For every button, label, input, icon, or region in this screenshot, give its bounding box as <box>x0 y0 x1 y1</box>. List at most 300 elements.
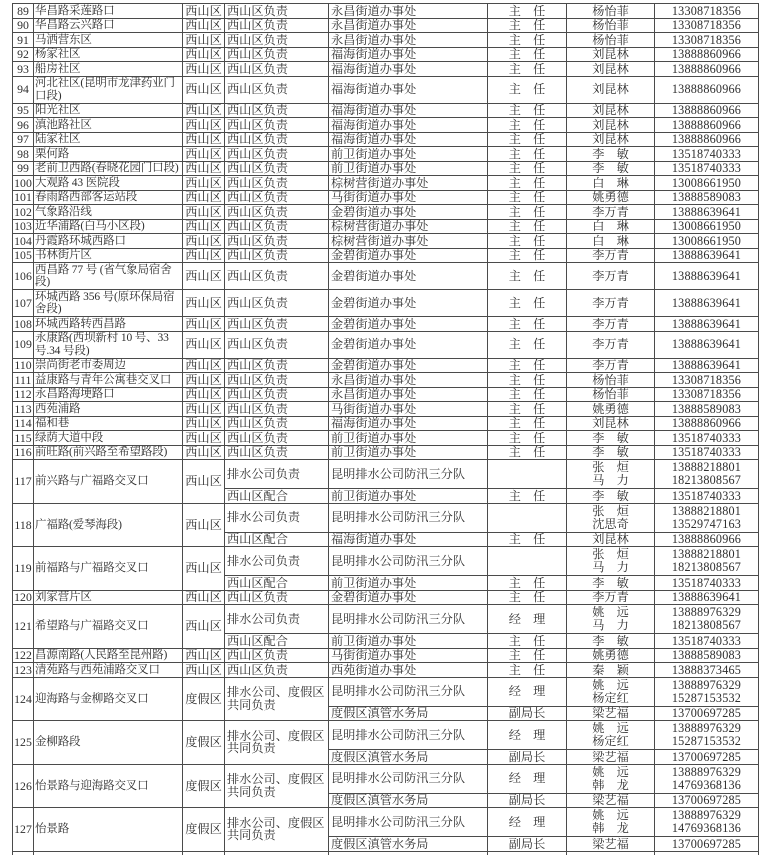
cell-phone: 13308718356 <box>655 373 759 388</box>
cell-office: 前卫街道办事处 <box>329 576 488 591</box>
cell-responsibility: 西山区负责 <box>225 190 329 205</box>
cell-office: 棕树营街道办事处 <box>329 234 488 249</box>
cell-name <box>567 764 655 793</box>
cell-name-line: 张 烜 <box>592 547 629 561</box>
cell-phone: 13888860966 <box>655 416 759 431</box>
table-row <box>13 317 759 332</box>
cell-office: 马街街道办事处 <box>329 648 488 663</box>
cell-title: 主 任 <box>488 416 567 431</box>
cell-phone: 13308718356 <box>655 387 759 402</box>
table-row <box>13 103 759 118</box>
cell-responsibility: 西山区负责 <box>225 290 329 317</box>
cell-location: 丹霞路环城西路口 <box>34 234 183 249</box>
cell-office: 福海街道办事处 <box>329 62 488 77</box>
cell-title: 主 任 <box>488 387 567 402</box>
cell-district: 西山区 <box>183 445 225 460</box>
cell-name <box>567 605 655 634</box>
cell-title: 副局长 <box>488 837 567 852</box>
cell-location: 前福路与广福路交叉口 <box>34 547 183 591</box>
cell-phone: 13308718356 <box>655 18 759 33</box>
cell-phone: 13888860966 <box>655 532 759 547</box>
cell-office: 永昌街道办事处 <box>329 387 488 402</box>
cell-title: 主 任 <box>488 18 567 33</box>
cell-district: 西山区 <box>183 18 225 33</box>
table-row <box>13 764 759 793</box>
cell-location: 大观路 43 医院段 <box>34 176 183 191</box>
cell-responsibility: 西山区配合 <box>225 634 329 649</box>
cell-responsibility: 西山区负责 <box>225 445 329 460</box>
cell-district: 西山区 <box>183 248 225 263</box>
cell-title <box>488 503 567 532</box>
cell-office: 金碧街道办事处 <box>329 331 488 358</box>
cell-name: 姚勇德 <box>567 190 655 205</box>
cell-title: 主 任 <box>488 234 567 249</box>
cell-responsibility: 西山区负责 <box>225 176 329 191</box>
cell-name: 李万青 <box>567 331 655 358</box>
cell-index: 106 <box>13 263 34 290</box>
cell-office: 福海街道办事处 <box>329 132 488 147</box>
cell-name: 杨怡菲 <box>567 18 655 33</box>
cell-district: 西山区 <box>183 205 225 220</box>
cell-name: 梁艺福 <box>567 837 655 852</box>
cell-name: 刘昆林 <box>567 132 655 147</box>
cell-responsibility: 西山区负责 <box>225 317 329 332</box>
cell-name: 李万青 <box>567 358 655 373</box>
cell-name: 姚勇德 <box>567 648 655 663</box>
cell-name: 梁艺福 <box>567 706 655 721</box>
table-row <box>13 416 759 431</box>
cell-location: 环城西路转西昌路 <box>34 317 183 332</box>
cell-title: 主 任 <box>488 290 567 317</box>
cell-responsibility: 西山区负责 <box>225 590 329 605</box>
cell-district: 西山区 <box>183 147 225 162</box>
cell-phone: 13888589083 <box>655 648 759 663</box>
cell-location: 近华浦路(白马小区段) <box>34 219 183 234</box>
table-row <box>13 290 759 317</box>
cell-empty <box>488 851 567 855</box>
cell-district: 西山区 <box>183 373 225 388</box>
cell-index: 90 <box>13 18 34 33</box>
cell-district: 度假区 <box>183 721 225 765</box>
cell-name: 刘昆林 <box>567 118 655 133</box>
cell-empty <box>655 851 759 855</box>
cell-phone: 13700697285 <box>655 750 759 765</box>
cell-phone: 13888860966 <box>655 103 759 118</box>
cell-name: 李万青 <box>567 317 655 332</box>
table-row <box>13 33 759 48</box>
cell-district: 西山区 <box>183 103 225 118</box>
cell-responsibility: 排水公司负责 <box>225 503 329 532</box>
cell-phone-line: 14769368136 <box>671 821 742 835</box>
cell-name <box>567 677 655 706</box>
cell-responsibility: 西山区负责 <box>225 248 329 263</box>
cell-title: 主 任 <box>488 205 567 220</box>
cell-location: 前旺路(前兴路至希望路段) <box>34 445 183 460</box>
cell-name: 李万青 <box>567 590 655 605</box>
cell-index: 102 <box>14 204 32 219</box>
cell-index: 116 <box>14 445 32 459</box>
cell-index: 95 <box>13 103 34 118</box>
cell-title: 副局长 <box>488 750 567 765</box>
cell-responsibility: 西山区负责 <box>225 234 329 249</box>
cell-responsibility: 西山区负责 <box>225 161 329 176</box>
cell-office: 棕树营街道办事处 <box>329 219 488 234</box>
cell-responsibility: 西山区负责 <box>225 663 329 678</box>
cell-phone-line: 13888218801 <box>671 547 742 561</box>
cell-district: 西山区 <box>183 4 225 19</box>
cell-name-line: 沈思奇 <box>592 516 629 531</box>
cell-phone <box>655 721 759 750</box>
cell-title: 经 理 <box>488 677 567 706</box>
cell-name: 李 敏 <box>567 161 655 176</box>
cell-index: 97 <box>13 132 34 147</box>
cell-title: 主 任 <box>488 358 567 373</box>
flood-duty-table <box>12 3 759 855</box>
cell-district: 西山区 <box>183 176 225 191</box>
cell-district: 西山区 <box>183 161 225 176</box>
cell-phone: 13888860966 <box>655 132 759 147</box>
cell-name-line: 杨定红 <box>592 734 629 748</box>
cell-office: 前卫街道办事处 <box>329 147 488 162</box>
cell-name: 梁艺福 <box>567 793 655 808</box>
cell-district: 西山区 <box>183 460 225 504</box>
cell-location: 华昌路采莲路口 <box>34 4 183 19</box>
cell-office: 前卫街道办事处 <box>329 431 488 446</box>
cell-phone: 13518740333 <box>655 489 759 504</box>
table-row <box>13 663 759 678</box>
table-row <box>13 648 759 663</box>
cell-phone: 13888639641 <box>655 590 759 605</box>
cell-index: 94 <box>13 76 34 103</box>
cell-office: 度假区滇管水务局 <box>329 750 488 765</box>
cell-name <box>567 460 655 489</box>
cell-responsibility: 西山区负责 <box>225 132 329 147</box>
cell-title <box>488 460 567 489</box>
cell-location: 老前卫西路(春晓花园门口段) <box>34 161 183 176</box>
cell-title <box>488 547 567 576</box>
cell-title: 主 任 <box>488 33 567 48</box>
cell-district: 西山区 <box>183 358 225 373</box>
cell-title: 主 任 <box>488 648 567 663</box>
table-row <box>13 445 759 460</box>
cell-district: 西山区 <box>183 219 225 234</box>
cell-name-line: 张 烜 <box>592 460 629 474</box>
cell-index: 99 <box>13 161 34 176</box>
cell-title: 主 任 <box>488 147 567 162</box>
cell-responsibility: 西山区负责 <box>225 18 329 33</box>
cell-index: 103 <box>14 219 32 233</box>
cell-office: 马街街道办事处 <box>329 402 488 417</box>
cell-location: 西昌路 77 号 (省气象局宿舍段) <box>34 263 183 290</box>
cell-title: 主 任 <box>488 176 567 191</box>
table-row <box>13 373 759 388</box>
cell-responsibility: 西山区负责 <box>225 648 329 663</box>
cell-index: 112 <box>14 387 32 401</box>
cell-phone: 13518740333 <box>655 634 759 649</box>
cell-office: 永昌街道办事处 <box>329 4 488 19</box>
table-row <box>13 205 759 220</box>
cell-phone <box>655 605 759 634</box>
cell-district: 西山区 <box>183 33 225 48</box>
cell-phone-line: 13888976329 <box>671 808 742 822</box>
cell-title: 主 任 <box>488 103 567 118</box>
cell-name: 李万青 <box>567 290 655 317</box>
cell-name-line: 韩 龙 <box>592 777 629 792</box>
cell-phone-line: 13888218801 <box>671 503 742 518</box>
cell-office: 福海街道办事处 <box>329 118 488 133</box>
cell-phone: 13888860966 <box>655 47 759 62</box>
cell-phone: 13518740333 <box>655 445 759 460</box>
cell-index: 93 <box>13 62 34 77</box>
cell-district: 西山区 <box>183 331 225 358</box>
table-row <box>13 387 759 402</box>
cell-location: 昌源南路(人民路至昆州路) <box>34 648 183 663</box>
cell-district: 西山区 <box>183 590 225 605</box>
cell-responsibility: 西山区负责 <box>225 76 329 103</box>
cell-office: 前卫街道办事处 <box>329 445 488 460</box>
cell-responsibility: 排水公司负责 <box>225 547 329 576</box>
cell-phone <box>655 547 759 576</box>
cell-name: 李 敏 <box>567 489 655 504</box>
cell-location: 福和巷 <box>34 416 183 431</box>
table-row <box>13 358 759 373</box>
cell-index: 123 <box>14 662 32 677</box>
cell-location: 刘家营片区 <box>34 590 183 605</box>
cell-title: 主 任 <box>488 190 567 205</box>
cell-office: 前卫街道办事处 <box>329 634 488 649</box>
cell-name <box>567 721 655 750</box>
cell-responsibility: 西山区负责 <box>225 4 329 19</box>
cell-title: 主 任 <box>488 590 567 605</box>
cell-location: 广福路(爱琴海段) <box>34 503 183 547</box>
cell-phone <box>655 460 759 489</box>
cell-phone: 13700697285 <box>655 837 759 852</box>
cell-phone: 13888639641 <box>655 290 759 317</box>
cell-name-line: 杨定红 <box>592 690 629 705</box>
cell-title: 主 任 <box>488 62 567 77</box>
table-row <box>13 808 759 837</box>
cell-office: 永昌街道办事处 <box>329 18 488 33</box>
cell-district: 西山区 <box>183 263 225 290</box>
cell-location: 春雨路西部客运站段 <box>34 190 183 205</box>
cell-office: 永昌街道办事处 <box>329 373 488 388</box>
cell-phone <box>655 503 759 532</box>
cell-phone <box>655 677 759 706</box>
cell-district: 度假区 <box>183 677 225 721</box>
table-row <box>13 190 759 205</box>
cell-location: 益康路与青年公寓巷交叉口 <box>34 373 183 388</box>
cell-district: 西山区 <box>183 663 225 678</box>
cell-empty <box>225 851 329 855</box>
table-row <box>13 263 759 290</box>
cell-location: 迎海路与金柳路交叉口 <box>34 677 183 721</box>
cell-phone <box>655 808 759 837</box>
cell-title: 主 任 <box>488 331 567 358</box>
cell-name: 李 敏 <box>567 445 655 460</box>
table-row <box>13 219 759 234</box>
cell-location: 永康路(西坝新村 10 号、33 号.34 号段) <box>34 331 183 358</box>
cell-responsibility: 排水公司、度假区共同负责 <box>225 677 329 721</box>
cell-name: 白 琳 <box>567 176 655 191</box>
cell-title: 主 任 <box>488 76 567 103</box>
cell-office: 棕树营街道办事处 <box>329 176 488 191</box>
cell-phone: 13308718356 <box>655 4 759 19</box>
cell-name: 杨怡菲 <box>567 33 655 48</box>
cell-location: 崇尚街老市委周边 <box>34 358 183 373</box>
cell-responsibility: 排水公司负责 <box>225 605 329 634</box>
cell-phone: 13888373465 <box>655 663 759 678</box>
cell-index: 108 <box>14 316 32 331</box>
cell-responsibility: 西山区负责 <box>225 118 329 133</box>
table-row <box>13 234 759 249</box>
cell-name-line: 马 力 <box>592 618 629 632</box>
cell-location: 杨家社区 <box>34 47 183 62</box>
cell-name: 秦 颖 <box>567 663 655 678</box>
cell-phone: 13700697285 <box>655 706 759 721</box>
cell-district: 西山区 <box>183 547 225 591</box>
table-row <box>13 147 759 162</box>
cell-title: 副局长 <box>488 793 567 808</box>
cell-phone: 13888639641 <box>655 205 759 220</box>
cell-phone: 13008661950 <box>655 234 759 249</box>
cell-phone-line: 18213808567 <box>671 473 742 487</box>
cell-name: 李 敏 <box>567 147 655 162</box>
cell-title: 主 任 <box>488 576 567 591</box>
cell-index: 113 <box>14 401 32 416</box>
cell-responsibility: 西山区负责 <box>225 205 329 220</box>
cell-phone: 13518740333 <box>655 576 759 591</box>
cell-location: 马洒营东区 <box>34 33 183 48</box>
cell-phone: 13888639641 <box>655 358 759 373</box>
cell-district: 西山区 <box>183 431 225 446</box>
cell-responsibility: 西山区负责 <box>225 387 329 402</box>
cell-title: 主 任 <box>488 4 567 19</box>
cell-office: 金碧街道办事处 <box>329 590 488 605</box>
cell-name: 刘昆林 <box>567 62 655 77</box>
cell-office: 金碧街道办事处 <box>329 263 488 290</box>
cell-index: 115 <box>14 430 32 445</box>
cell-location: 气象路沿线 <box>34 205 183 220</box>
cell-office: 金碧街道办事处 <box>329 290 488 317</box>
cell-office: 福海街道办事处 <box>329 416 488 431</box>
cell-district: 西山区 <box>183 503 225 547</box>
cell-title: 主 任 <box>488 663 567 678</box>
cell-location: 前兴路与广福路交叉口 <box>34 460 183 504</box>
table-row <box>13 47 759 62</box>
cell-index: 114 <box>14 416 32 430</box>
cell-index: 122 <box>14 648 32 662</box>
cell-responsibility: 西山区负责 <box>225 431 329 446</box>
cell-title: 主 任 <box>488 402 567 417</box>
cell-index: 98 <box>13 147 34 162</box>
cell-responsibility: 西山区负责 <box>225 373 329 388</box>
cell-name-line: 姚 远 <box>592 677 629 692</box>
cell-office: 昆明排水公司防汛三分队 <box>329 808 488 837</box>
cell-office: 度假区滇管水务局 <box>329 793 488 808</box>
cell-name: 白 琳 <box>567 219 655 234</box>
cell-name: 李万青 <box>567 263 655 290</box>
cell-phone: 13700697285 <box>655 793 759 808</box>
cell-location: 金柳路段 <box>34 721 183 765</box>
cell-title: 主 任 <box>488 161 567 176</box>
cell-location: 绿荫大道中段 <box>34 431 183 446</box>
cell-district: 西山区 <box>183 317 225 332</box>
cell-phone: 13888589083 <box>655 190 759 205</box>
cell-name-line: 姚 远 <box>592 808 629 822</box>
cell-index: 117 <box>13 460 34 504</box>
cell-name: 梁艺福 <box>567 750 655 765</box>
cell-index: 110 <box>14 358 32 372</box>
cell-phone: 13518740333 <box>655 161 759 176</box>
cell-name: 白 琳 <box>567 234 655 249</box>
cell-location: 陆家社区 <box>34 132 183 147</box>
cell-title: 主 任 <box>488 118 567 133</box>
cell-name: 刘昆林 <box>567 103 655 118</box>
cell-phone-line: 15287153532 <box>671 690 742 705</box>
cell-empty <box>183 851 225 855</box>
cell-district: 西山区 <box>183 62 225 77</box>
cell-office: 昆明排水公司防汛三分队 <box>329 460 488 489</box>
cell-location: 华昌路云兴路口 <box>34 18 183 33</box>
cell-name-line: 姚 远 <box>592 764 629 779</box>
cell-phone-line: 13888976329 <box>671 721 742 735</box>
cell-district: 度假区 <box>183 808 225 852</box>
table-row <box>13 4 759 19</box>
cell-title: 经 理 <box>488 605 567 634</box>
cell-location: 怡景路 <box>34 808 183 852</box>
cell-name: 杨怡菲 <box>567 373 655 388</box>
cell-district: 西山区 <box>183 132 225 147</box>
table-row <box>13 248 759 263</box>
cell-title: 主 任 <box>488 431 567 446</box>
cell-title: 主 任 <box>488 489 567 504</box>
table-row <box>13 460 759 489</box>
cell-index: 89 <box>13 4 34 19</box>
cell-office: 福海街道办事处 <box>329 532 488 547</box>
cell-responsibility: 西山区负责 <box>225 358 329 373</box>
cell-index: 100 <box>14 175 32 190</box>
cell-office: 前卫街道办事处 <box>329 489 488 504</box>
cell-office: 金碧街道办事处 <box>329 317 488 332</box>
cell-title: 主 任 <box>488 132 567 147</box>
cell-responsibility: 西山区负责 <box>225 147 329 162</box>
cell-responsibility: 西山区负责 <box>225 416 329 431</box>
cell-phone-line: 18213808567 <box>671 560 742 574</box>
cell-title: 主 任 <box>488 317 567 332</box>
cell-phone-line: 13888976329 <box>671 677 742 692</box>
cell-office: 前卫街道办事处 <box>329 161 488 176</box>
cell-office: 昆明排水公司防汛三分队 <box>329 503 488 532</box>
cell-responsibility: 西山区负责 <box>225 103 329 118</box>
cell-office: 昆明排水公司防汛三分队 <box>329 547 488 576</box>
table-row <box>13 721 759 750</box>
cell-district: 西山区 <box>183 387 225 402</box>
cell-index: 104 <box>14 233 32 248</box>
cell-name-line: 韩 龙 <box>592 821 629 835</box>
cell-phone-line: 14769368136 <box>671 777 742 792</box>
cell-name: 李万青 <box>567 248 655 263</box>
cell-location: 河北社区(昆明市龙津药业门口段) <box>34 76 183 103</box>
cell-empty <box>13 851 34 855</box>
table-row <box>13 547 759 576</box>
cell-index: 96 <box>13 118 34 133</box>
table-row <box>13 176 759 191</box>
cell-office: 金碧街道办事处 <box>329 205 488 220</box>
cell-location: 永昌路海埂路口 <box>34 387 183 402</box>
cell-title: 经 理 <box>488 721 567 750</box>
cell-responsibility: 西山区负责 <box>225 62 329 77</box>
cell-office: 福海街道办事处 <box>329 103 488 118</box>
